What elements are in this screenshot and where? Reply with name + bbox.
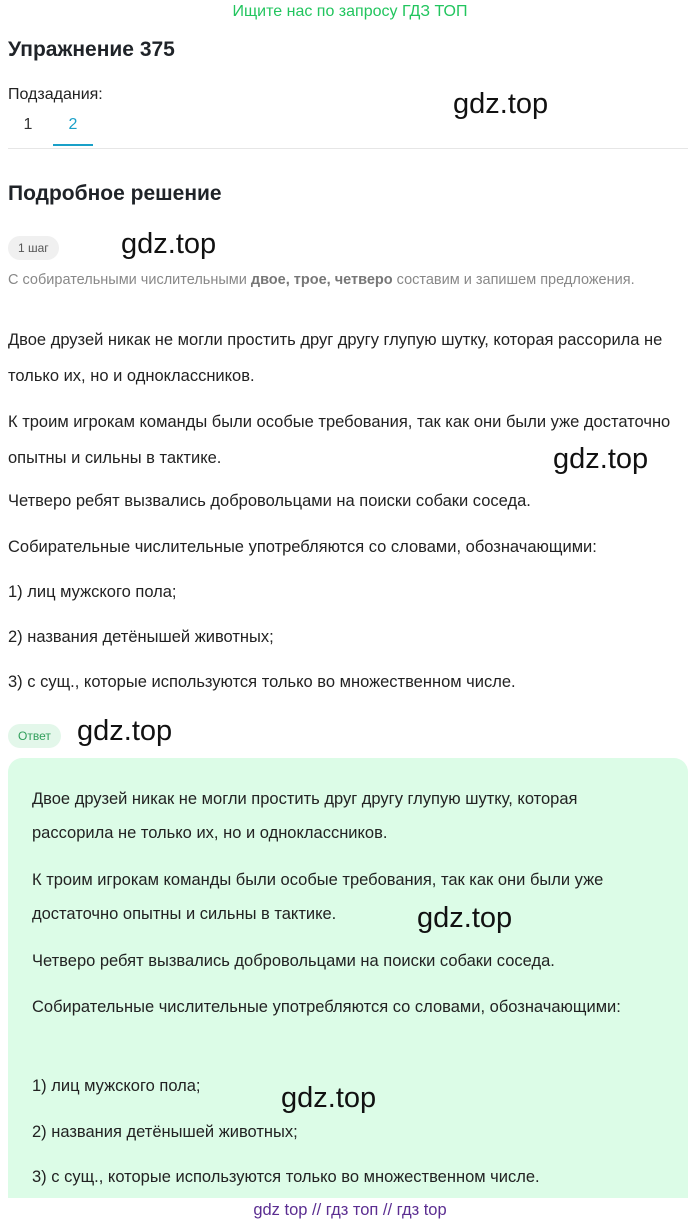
watermark: gdz.top xyxy=(77,715,173,747)
top-banner: Ищите нас по запросу ГДЗ ТОП xyxy=(232,3,468,20)
solution-paragraph: 1) лиц мужского пола; xyxy=(8,583,177,601)
hint-text: составим и запишем предложения. xyxy=(392,272,635,288)
solution-paragraph: Четверо ребят вызвались добровольцами на поиски собаки соседа. xyxy=(8,492,531,510)
answer-box xyxy=(8,758,688,1198)
answer-badge: Ответ xyxy=(8,724,61,748)
tab-subtask-1[interactable]: 1 xyxy=(23,116,33,133)
hint-bold: двое, трое, четверо xyxy=(250,272,393,288)
answer-paragraph: 1) лиц мужского пола; xyxy=(32,1077,201,1095)
solution-paragraph: Двое друзей никак не могли простить друг другу глупую шутку, которая рассорила не только их, но и одноклассников. xyxy=(8,331,663,385)
hint-text: С собирательными числительными xyxy=(8,272,251,288)
step-hint xyxy=(8,270,668,291)
watermark: gdz.top xyxy=(417,902,513,934)
page-title: Упражнение 375 xyxy=(8,38,175,61)
watermark: gdz.top xyxy=(121,228,217,260)
step-badge: 1 шаг xyxy=(8,236,59,260)
solution-paragraph: 2) названия детёнышей животных; xyxy=(8,628,274,646)
tab-subtask-2[interactable]: 2 xyxy=(53,116,93,146)
answer-paragraph: Собирательные числительные употребляются со словами, обозначающими: xyxy=(32,998,621,1016)
watermark: gdz.top xyxy=(281,1082,377,1114)
answer-paragraph: Двое друзей никак не могли простить друг другу глупую шутку, которая рассорила не только их, но и одноклассников. xyxy=(32,790,578,842)
section-title: Подробное решение xyxy=(8,182,222,205)
solution-paragraph: 3) с сущ., которые используются только во множественном числе. xyxy=(8,673,516,691)
answer-paragraph: 3) с сущ., которые используются только во множественном числе. xyxy=(32,1168,540,1186)
solution-paragraph: Собирательные числительные употребляются со словами, обозначающими: xyxy=(8,538,597,556)
solution-paragraph: К троим игрокам команды были особые требования, так как они были уже достаточно опытны и сильны в тактике. xyxy=(8,413,671,467)
watermark: gdz.top xyxy=(453,88,549,120)
subtasks-label: Подзадания: xyxy=(8,86,103,103)
answer-paragraph: К троим игрокам команды были особые требования, так как они были уже достаточно опытны и сильны в тактике. xyxy=(32,871,604,923)
footer-links[interactable]: gdz top // гдз топ // гдз top xyxy=(253,1201,447,1219)
subtask-tabs xyxy=(8,108,688,149)
answer-paragraph: Четверо ребят вызвались добровольцами на поиски собаки соседа. xyxy=(32,952,555,970)
watermark: gdz.top xyxy=(553,443,649,475)
answer-paragraph: 2) названия детёнышей животных; xyxy=(32,1123,298,1141)
